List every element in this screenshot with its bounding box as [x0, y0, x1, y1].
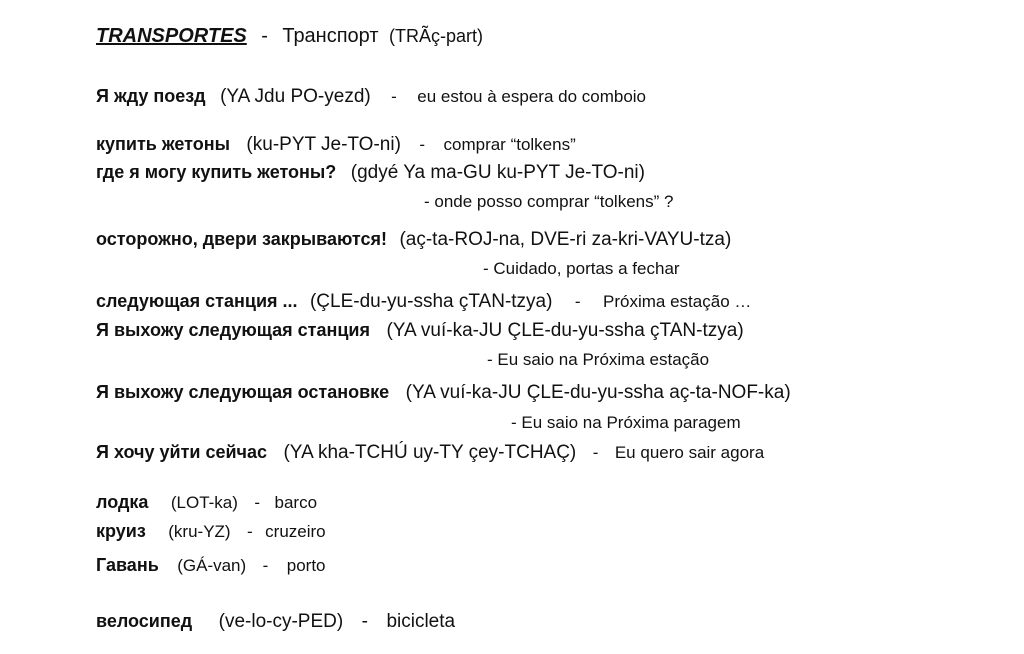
pronunciation: (gdyé Ya ma-GU ku-PYT Je-TO-ni): [350, 162, 645, 183]
russian-phrase: велосипед: [96, 611, 193, 631]
pronunciation: (YA vuí-ka-JU ÇLE-du-yu-ssha aç-ta-NOF-ka): [405, 382, 791, 403]
translation: cruzeiro: [265, 522, 326, 541]
pronunciation: (YA vuí-ka-JU ÇLE-du-yu-ssha çTAN-tzya): [386, 320, 744, 341]
translation: comprar “tolkens”: [443, 135, 576, 154]
dash: -: [254, 493, 261, 512]
translation: bicicleta: [386, 611, 456, 632]
russian-phrase: следующая станция ...: [96, 291, 298, 311]
phrase-line: [96, 383, 791, 402]
translation: - Cuidado, portas a fechar: [483, 259, 680, 278]
pronunciation: (aç-ta-ROJ-na, DVE-ri za-kri-VAYU-tza): [399, 229, 732, 250]
phrase-line: [96, 493, 317, 512]
pronunciation: (YA Jdu PO-yezd): [220, 86, 371, 107]
russian-phrase: купить жетоны: [96, 134, 230, 154]
translation: - Eu saio na Próxima estação: [487, 350, 710, 369]
russian-phrase: где я могу купить жетоны?: [96, 162, 337, 182]
phrase-line: [96, 292, 751, 311]
translation: porto: [286, 556, 326, 575]
phrase-line: [96, 443, 764, 462]
phrase-line: [96, 135, 576, 154]
pronunciation: (YA kha-TCHÚ uy-TY çey-TCHAÇ): [283, 442, 577, 463]
pronunciation: (LOT-ka): [170, 493, 238, 512]
title-dash: -: [261, 25, 268, 47]
document-title: [96, 26, 483, 46]
pronunciation: (GÁ-van): [177, 556, 247, 575]
phrase-line: [96, 612, 455, 631]
translation: - onde posso comprar “tolkens” ?: [424, 192, 674, 211]
dash: -: [592, 443, 599, 462]
dash: -: [361, 611, 368, 632]
russian-phrase: лодка: [96, 492, 149, 512]
russian-phrase: Гавань: [96, 555, 159, 575]
translation: Eu quero sair agora: [614, 443, 765, 462]
phrase-line: [96, 230, 731, 249]
translation: eu estou à espera do comboio: [417, 87, 647, 106]
russian-phrase: Я выхожу следующая остановке: [96, 382, 390, 402]
pronunciation: (ku-PYT Je-TO-ni): [246, 134, 401, 155]
russian-phrase: Я хочу уйти сейчас: [96, 442, 268, 462]
russian-phrase: Я жду поезд: [96, 86, 206, 106]
translation: - Eu saio na Próxima paragem: [511, 413, 741, 432]
dash: -: [247, 522, 253, 541]
dash: -: [419, 135, 426, 154]
phrase-line: [96, 522, 326, 541]
pronunciation: (ÇLE-du-yu-ssha çTAN-tzya): [309, 291, 553, 312]
dash: -: [574, 292, 581, 311]
title-russian: Транспорт: [282, 25, 379, 47]
russian-phrase: Я выхожу следующая станция: [96, 320, 370, 340]
phrase-line: [96, 87, 646, 106]
russian-phrase: круиз: [96, 521, 146, 541]
russian-phrase: осторожно, двери закрываются!: [96, 229, 387, 249]
pronunciation: (ve-lo-cy-PED): [218, 611, 344, 632]
title-pronunciation: (TRÃç-part): [388, 26, 483, 46]
dash: -: [391, 87, 397, 106]
title-word: TRANSPORTES: [96, 25, 247, 47]
phrase-line: [96, 556, 326, 575]
translation: barco: [274, 493, 318, 512]
pronunciation: (kru-YZ): [168, 522, 231, 541]
phrase-line: [96, 321, 744, 340]
phrase-line: [96, 163, 645, 182]
dash: -: [262, 556, 269, 575]
translation: Próxima estação …: [603, 292, 752, 311]
